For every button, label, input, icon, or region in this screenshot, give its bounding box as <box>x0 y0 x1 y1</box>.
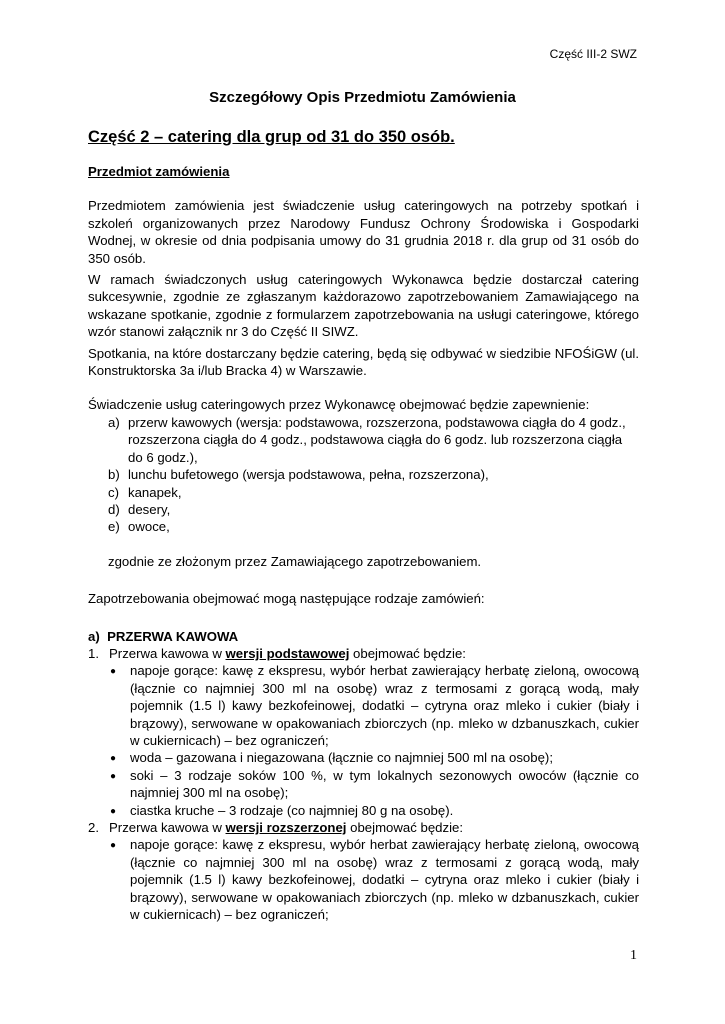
header-reference: Część III-2 SWZ <box>549 47 637 61</box>
coffee-break-list <box>88 645 639 924</box>
section-heading: Przedmiot zamówienia <box>88 164 230 179</box>
part-heading: Część 2 – catering dla grup od 31 do 350 osób. <box>88 128 455 146</box>
list-item: ● ciastka kruche – 3 rodzaje (co najmniej 80 g na osobę). <box>110 802 454 818</box>
bullet-list <box>88 836 639 923</box>
list-item: ● napoje gorące: kawę z ekspresu, wybór herbat zawierający herbatę zieloną, owocową (łącznie co najmniej 300 ml na osobę) wraz z termosami z gorącą wodą, mały pojemnik (1.5 l) kawy bezkofeinowej, dodatki – cytryna oraz mleko i cukier (biały i brązowy), serwowane w opakowaniach zbiorczych (np. mleko w dzbanuszkach, cukier w cukiernicach) – bez ograniczeń; <box>110 837 639 923</box>
bullet-list <box>88 662 639 819</box>
list-item: 2. Przerwa kawowa w wersji rozszerzonej obejmować będzie: ● napoje gorące: kawę z ekspresu, wybór herbat zawierający herbatę zieloną, owocową (łącznie co najmniej 300 ml na osobę) wraz z termosami z gorącą wodą, mały pojemnik (1.5 l) kawy bezkofeinowej, dodatki – cytryna oraz mleko i cukier (biały i brązowy), serwowane w opakowaniach zbiorczych (np. mleko w dzbanuszkach, cukier w cukiernicach) – bez ograniczeń; <box>88 820 639 923</box>
list-item: ● woda – gazowana i niegazowana (łącznie co najmniej 500 ml na osobę); <box>110 750 553 766</box>
document-title: Szczegółowy Opis Przedmiotu Zamówienia <box>209 89 516 106</box>
paragraph-provision-intro: Świadczenie usług cateringowych przez Wykonawcę obejmować będzie zapewnienie: <box>88 397 590 413</box>
paragraph-orders-intro: Zapotrzebowania obejmować mogą następujące rodzaje zamówień: <box>88 591 485 607</box>
list-item: ● soki – 3 rodzaje soków 100 %, w tym lokalnych sezonowych owoców (łącznie co najmniej 300 ml na osobę); <box>110 767 639 801</box>
list-item: ● napoje gorące: kawę z ekspresu, wybór herbat zawierający herbatę zieloną, owocową (łącznie co najmniej 300 ml na osobę) wraz z termosami z gorącą wodą, mały pojemnik (1.5 l) kawy bezkofeinowej, dodatki – cytryna oraz mleko i cukier (biały i brązowy), serwowane w opakowaniach zbiorczych (np. mleko w dzbanuszkach, cukier w cukiernicach) – bez ograniczeń; <box>110 663 639 748</box>
paragraph-after-list: zgodnie ze złożonym przez Zamawiającego zapotrzebowaniem. <box>108 553 482 569</box>
coffee-break-heading: a) PRZERWA KAWOWA <box>88 628 239 644</box>
list-item: a) przerw kawowych (wersja: podstawowa, rozszerzona, podstawowa ciągła do 4 godz., rozszerzona ciągła do 4 godz., podstawowa ciągła do 6 godz. lub rozszerzona ciągła do 6 godz.), <box>108 414 626 465</box>
paragraph-location: Spotkania, na które dostarczany będzie catering, będą się odbywać w siedzibie NFOŚiGW (ul. Konstruktorska 3a i/lub Bracka 4) w Warszawie. <box>88 345 639 379</box>
list-item: 1. Przerwa kawowa w wersji podstawowej obejmować będzie: ● napoje gorące: kawę z ekspresu, wybór herbat zawierający herbatę zieloną, owocową (łącznie co najmniej 300 ml na osobę) wraz z termosami z gorącą wodą, mały pojemnik (1.5 l) kawy bezkofeinowej, dodatki – cytryna oraz mleko i cukier (biały i brązowy), serwowane w opakowaniach zbiorczych (np. mleko w dzbanuszkach, cukier w cukiernicach) – bez ograniczeń; ● woda – gazowana i niegazowana (łącznie co najmniej 500 ml na osobę); ● soki – 3 rodzaje soków 100 %, w tym lokalnych sezonowych owoców (łącznie co najmniej 300 ml na osobę); ● ciastka kruche – 3 rodzaje (co najmniej 80 g na osobę). <box>88 645 639 818</box>
document-body <box>88 163 639 923</box>
paragraph-scope: Przedmiotem zamówienia jest świadczenie usług cateringowych na potrzeby spotkań i szkoleń organizowanych przez Narodowy Fundusz Ochrony Środowiska i Gospodarki Wodnej, w okresie od dnia podpisania umowy do 31 grudnia 2018 r. dla grup od 31 osób do 350 osób. <box>88 198 639 266</box>
list-item: b) lunchu bufetowego (wersja podstawowa, pełna, rozszerzona), <box>108 467 489 483</box>
list-item: d) desery, <box>108 501 171 517</box>
list-item: e) owoce, <box>108 519 170 535</box>
provision-list <box>88 414 639 536</box>
paragraph-delivery: W ramach świadczonych usług cateringowych Wykonawca będzie dostarczał catering sukcesywnie, zgodnie ze zgłaszanym każdorazowo zapotrzebowaniem Zamawiającego na wskazane spotkanie, zgodnie z formularzem zapotrzebowania na usługi cateringowe, którego wzór stanowi załącznik nr 3 do Część II SIWZ. <box>88 272 639 340</box>
page-number: 1 <box>630 948 637 963</box>
list-item: c) kanapek, <box>108 484 182 500</box>
